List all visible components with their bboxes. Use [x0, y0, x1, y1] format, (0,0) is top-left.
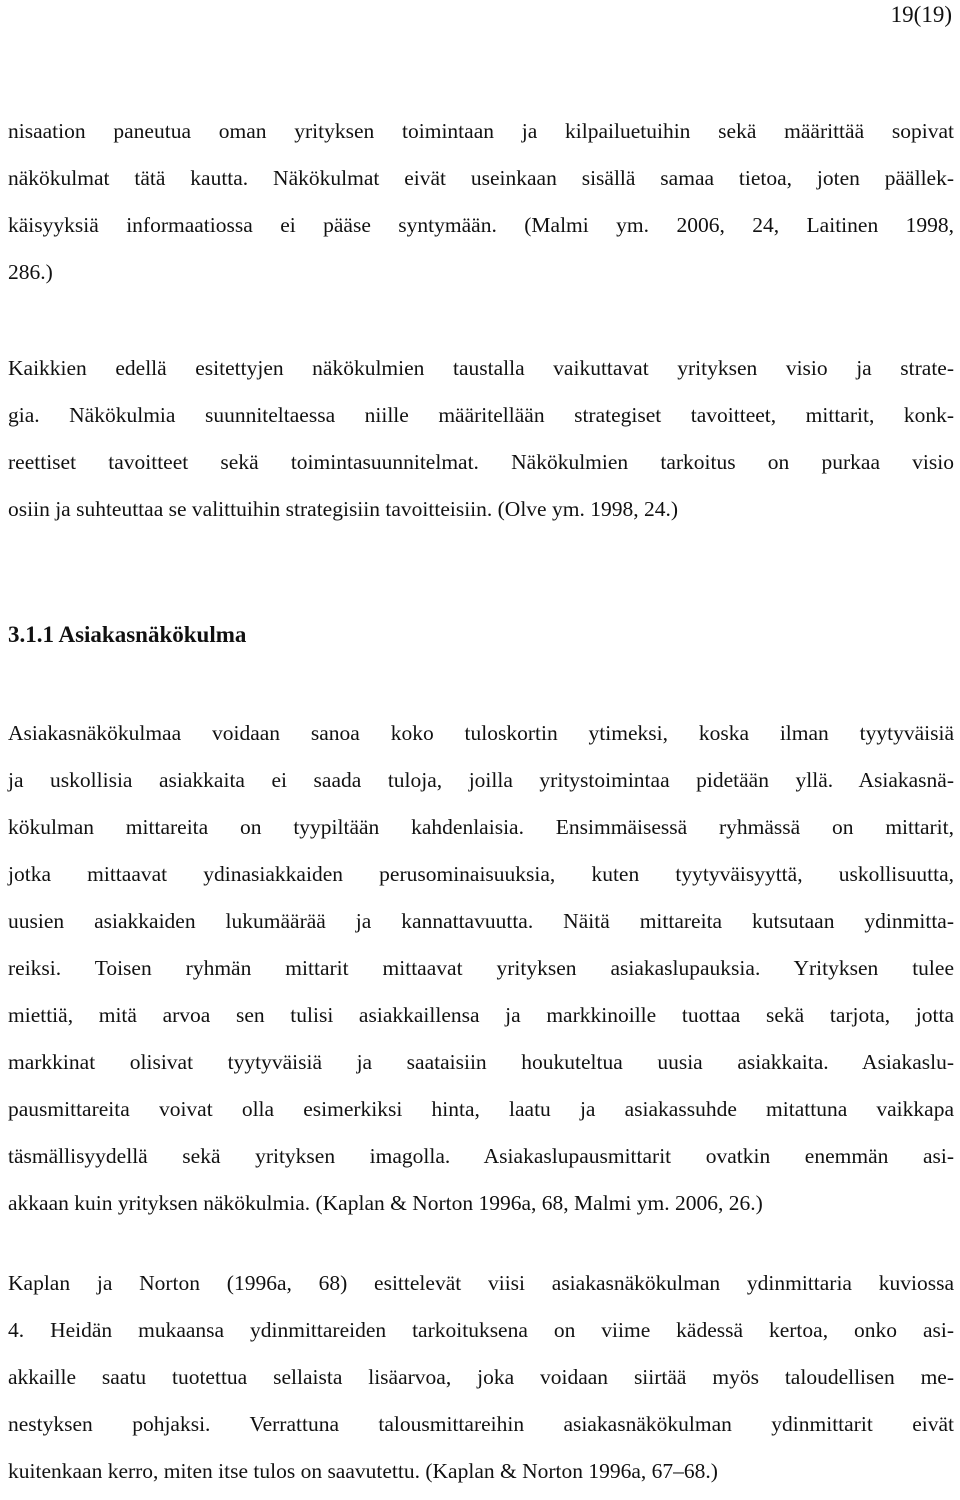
text-line: jotka mittaavat ydinasiakkaiden perusominaisuuksia, kuten tyytyväisyyttä, uskollisuutta,: [8, 862, 954, 886]
text-line: kökulman mittareita on tyypiltään kahdenlaisia. Ensimmäisessä ryhmässä on mittarit,: [8, 815, 954, 839]
paragraph-customer-perspective: [8, 715, 954, 1232]
text-line: täsmällisyydellä sekä yrityksen imagolla. Asiakaslupausmittarit ovatkin enemmän asi-: [8, 1144, 954, 1168]
text-line: reiksi. Toisen ryhmän mittarit mittaavat yrityksen asiakaslupauksia. Yrityksen tulee: [8, 956, 954, 980]
page-number: 19(19): [890, 2, 952, 27]
text-line: 4. Heidän mukaansa ydinmittareiden tarkoituksena on viime kädessä kertoa, onko asi-: [8, 1318, 954, 1342]
section-heading: 3.1.1 Asiakasnäkökulma: [8, 622, 247, 647]
text-line: markkinat olisivat tyytyväisiä ja saataisiin houkuteltua uusia asiakkaita. Asiakaslu-: [8, 1050, 954, 1074]
text-line: reettiset tavoitteet sekä toimintasuunnitelmat. Näkökulmien tarkoitus on purkaa visio: [8, 450, 954, 474]
text-line: uusien asiakkaiden lukumäärää ja kannattavuutta. Näitä mittareita kutsutaan ydinmitta-: [8, 909, 954, 933]
text-line: gia. Näkökulmia suunniteltaessa niille määritellään strategiset tavoitteet, mittarit, konk-: [8, 403, 954, 427]
paragraph-intro: [8, 113, 954, 301]
text-line: akkaan kuin yrityksen näkökulmia. (Kaplan & Norton 1996a, 68, Malmi ym. 2006, 26.): [8, 1191, 763, 1215]
text-line: Asiakasnäkökulmaa voidaan sanoa koko tuloskortin ytimeksi, koska ilman tyytyväisiä: [8, 721, 954, 745]
text-line: kuitenkaan kerro, miten itse tulos on saavutettu. (Kaplan & Norton 1996a, 67–68.): [8, 1459, 718, 1483]
paragraph-core-measures: [8, 1265, 954, 1500]
paragraph-vision: [8, 350, 954, 538]
text-line: pausmittareita voivat olla esimerkiksi hinta, laatu ja asiakassuhde mitattuna vaikkapa: [8, 1097, 954, 1121]
text-line: miettiä, mitä arvoa sen tulisi asiakkaillensa ja markkinoille tuottaa sekä tarjota, jotta: [8, 1003, 954, 1027]
text-line: osiin ja suhteuttaa se valittuihin strategisiin tavoitteisiin. (Olve ym. 1998, 24.): [8, 497, 678, 521]
text-line: ja uskollisia asiakkaita ei saada tuloja, joilla yritystoimintaa pidetään yllä. Asiakasnä-: [8, 768, 954, 792]
text-line: Kaikkien edellä esitettyjen näkökulmien taustalla vaikuttavat yrityksen visio ja strate-: [8, 356, 954, 380]
text-line: nestyksen pohjaksi. Verrattuna talousmittareihin asiakasnäkökulman ydinmittarit eivät: [8, 1412, 954, 1436]
text-line: nisaation paneutua oman yrityksen toimintaan ja kilpailuetuihin sekä määrittää sopivat: [8, 119, 954, 143]
text-line: näkökulmat tätä kautta. Näkökulmat eivät useinkaan sisällä samaa tietoa, joten päällek-: [8, 166, 954, 190]
text-line: akkaille saatu tuotettua sellaista lisäarvoa, joka voidaan siirtää myös taloudellisen me-: [8, 1365, 954, 1389]
text-line: käisyyksiä informaatiossa ei pääse syntymään. (Malmi ym. 2006, 24, Laitinen 1998,: [8, 213, 954, 237]
text-line: Kaplan ja Norton (1996a, 68) esittelevät viisi asiakasnäkökulman ydinmittaria kuviossa: [8, 1271, 954, 1295]
text-line: 286.): [8, 260, 53, 284]
